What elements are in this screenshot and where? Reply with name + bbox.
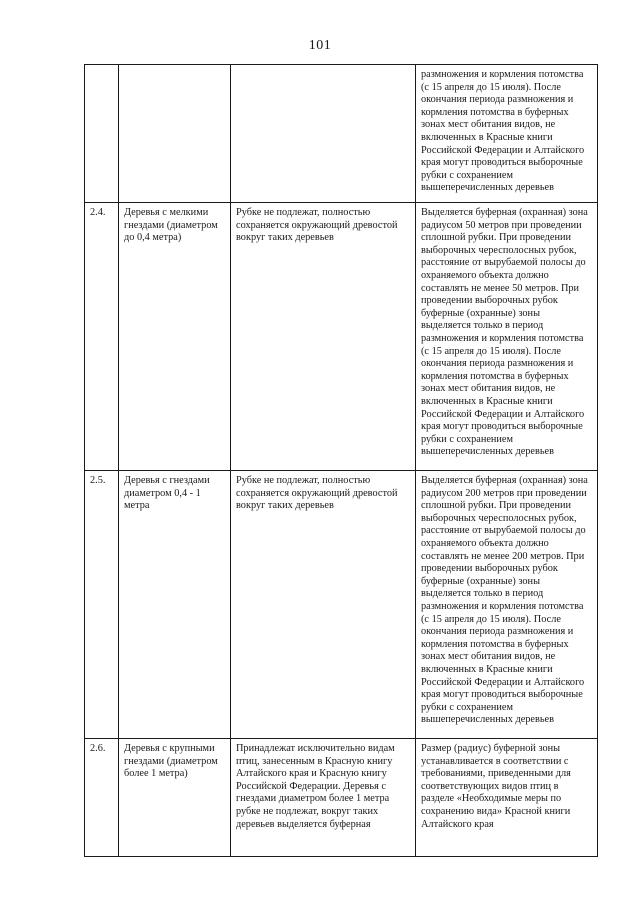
object-cell (119, 739, 231, 857)
row-number-cell (85, 739, 119, 857)
row-number-cell (85, 203, 119, 471)
object-cell (119, 471, 231, 739)
table-row (85, 203, 598, 471)
object-text: Деревья с крупными гнездами (диаметром более 1 метра) (124, 743, 218, 780)
table-row (85, 739, 598, 857)
row-number: 2.4. (90, 207, 106, 218)
object-text: Деревья с гнездами диаметром 0,4 - 1 метра (124, 475, 210, 512)
buffer-zone-text: Выделяется буферная (охранная) зона радиусом 50 метров при проведении сплошной рубки. При проведении выборочных чересполосных рубок, расстояние от вырубаемой полосы до охраняемого объекта должно составлять не менее 50 метров. При проведении выборочных рубок буферные (охранные) зоны выделяется только в период размножения и кормления потомства (с 15 апреля до 15 июля). После окончания периода размножения и кормления потомства в буферных зонах мест обитания видов, не включенных в Красные книги Российской Федерации и Алтайского края могут проводиться выборочные рубки с сохранением вышеперечисленных деревьев (421, 207, 588, 458)
buffer-zone-cell (416, 739, 598, 857)
row-number-cell (85, 65, 119, 203)
measure-text: Рубке не подлежат, полностью сохраняется окружающий древостой вокруг таких деревьев (236, 475, 398, 512)
buffer-zone-text: Выделяется буферная (охранная) зона радиусом 200 метров при проведении сплошной рубки. При проведении выборочных чересполосных рубок, расстояние от вырубаемой полосы до охраняемого объекта должно составлять не менее 200 метров. При проведении выборочных рубок буферные (охранные) зоны выделяется только в период размножения и кормления потомства (с 15 апреля до 15 июля). После окончания периода размножения и кормления потомства в буферных зонах мест обитания видов, не включенных в Красные книги Российской Федерации и Алтайского края могут проводиться выборочные рубки с сохранением вышеперечисленных деревьев (421, 475, 588, 726)
table-row (85, 471, 598, 739)
page-number: 101 (308, 38, 332, 53)
measure-cell (231, 739, 416, 857)
row-number: 2.5. (90, 475, 106, 486)
object-cell (119, 203, 231, 471)
object-text: Деревья с мелкими гнездами (диаметром до 0,4 метра) (124, 207, 218, 244)
row-number: 2.6. (90, 743, 106, 754)
measure-cell (231, 65, 416, 203)
measure-text: Принадлежат исключительно видам птиц, занесенным в Красную книгу Алтайского края и Красную книгу Российской Федерации. Деревья с гнездами диаметром более 1 метра рубке не подлежат, вокруг таких деревьев выделяется буферная (236, 743, 395, 830)
measure-cell (231, 203, 416, 471)
buffer-zone-cell (416, 65, 598, 203)
buffer-zone-cell (416, 203, 598, 471)
measure-cell (231, 471, 416, 739)
regulation-table (84, 64, 598, 857)
buffer-zone-text: Размер (радиус) буферной зоны устанавливается в соответствии с требованиями, приведенными для соответствующих видов птиц в разделе «Необходимые меры по сохранению вида» Красной книги Алтайского края (421, 743, 571, 830)
table-row (85, 65, 598, 203)
measure-text: Рубке не подлежат, полностью сохраняется окружающий древостой вокруг таких деревьев (236, 207, 398, 244)
row-number-cell (85, 471, 119, 739)
buffer-zone-cell (416, 471, 598, 739)
object-cell (119, 65, 231, 203)
buffer-zone-text: размножения и кормления потомства (с 15 апреля до 15 июля). После окончания периода размножения и кормления потомства в буферных зонах мест обитания видов, не включенных в Красные книги Российской Федерации и Алтайского края могут проводиться выборочные рубки с сохранением вышеперечисленных деревьев (421, 69, 585, 194)
